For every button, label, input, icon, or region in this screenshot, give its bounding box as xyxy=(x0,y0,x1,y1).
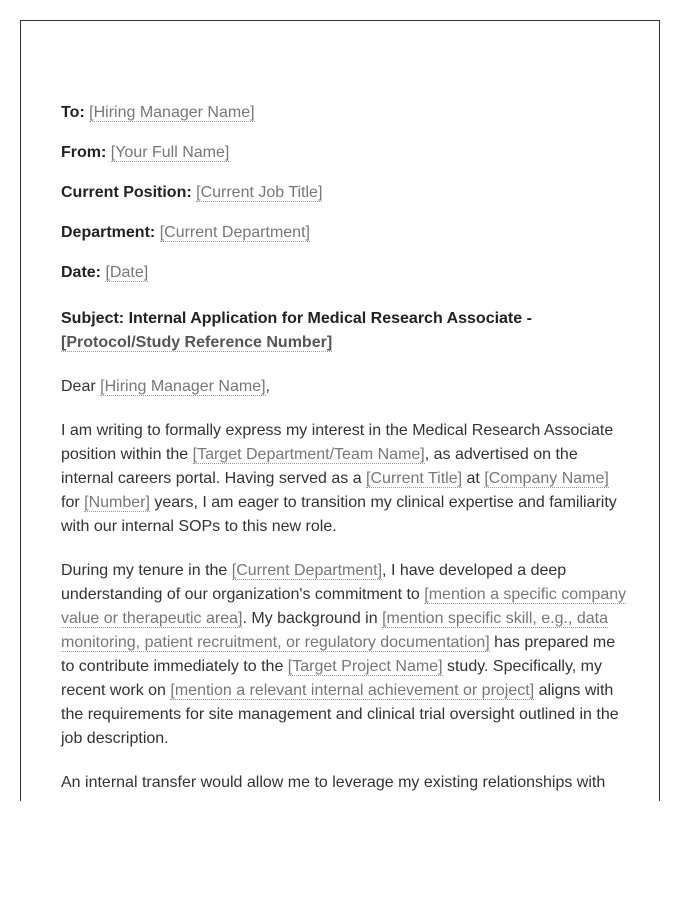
letter-page xyxy=(20,20,660,801)
para2-placeholder-5: [mention a relevant internal achievement or project] xyxy=(170,682,535,699)
position-placeholder: [Current Job Title] xyxy=(196,184,323,201)
to-field xyxy=(61,101,631,125)
date-field xyxy=(61,261,631,285)
to-placeholder: [Hiring Manager Name] xyxy=(89,104,255,121)
para1-placeholder-1: [Target Department/Team Name] xyxy=(192,446,425,463)
salutation-comma: , xyxy=(265,378,270,395)
para2-placeholder-3: [mention specific skill, e.g., data monitoring, patient recruitment, or regulatory documentation] xyxy=(61,610,608,651)
para2-placeholder-4: [Target Project Name] xyxy=(287,658,443,675)
para1-placeholder-4: [Number] xyxy=(84,494,150,511)
date-label: Date: xyxy=(61,264,102,281)
from-placeholder: [Your Full Name] xyxy=(110,144,230,161)
paragraph-2 xyxy=(61,559,631,751)
para1-placeholder-2: [Current Title] xyxy=(366,470,463,487)
date-placeholder: [Date] xyxy=(105,264,149,281)
paragraph-3 xyxy=(61,771,631,795)
to-label: To: xyxy=(61,104,85,121)
para2-placeholder-1: [Current Department] xyxy=(231,562,383,579)
para2-text-3: . My background in xyxy=(242,610,378,627)
para3-text-1: An internal transfer would allow me to leverage my existing relationships with xyxy=(61,774,606,791)
para1-text-3: at xyxy=(466,470,480,487)
para2-placeholder-2: [mention a specific company value or therapeutic area] xyxy=(61,586,627,627)
para2-text-4: has prepared me to contribute immediately to the xyxy=(61,634,616,675)
para1-text-4: for xyxy=(61,494,80,511)
para2-text-5: study. Specifically, my recent work on xyxy=(61,658,602,699)
para1-text-5: years, I am eager to transition my clinical expertise and familiarity with our internal SOPs to this new role. xyxy=(61,494,617,535)
position-label: Current Position: xyxy=(61,184,192,201)
letter-content xyxy=(61,101,631,801)
subject-ref-placeholder: [Protocol/Study Reference Number] xyxy=(61,334,333,351)
subject-text: Subject: Internal Application for Medical Research Associate - xyxy=(61,310,532,327)
para1-placeholder-3: [Company Name] xyxy=(484,470,609,487)
para1-text-2: , as advertised on the internal careers portal. Having served as a xyxy=(61,446,578,487)
position-field xyxy=(61,181,631,205)
from-field xyxy=(61,141,631,165)
para2-text-2: , I have developed a deep understanding of our organization's commitment to xyxy=(61,562,567,603)
department-label: Department: xyxy=(61,224,156,241)
department-placeholder: [Current Department] xyxy=(159,224,310,241)
salutation xyxy=(61,375,631,399)
from-label: From: xyxy=(61,144,107,161)
para2-text-1: During my tenure in the xyxy=(61,562,228,579)
salutation-dear: Dear xyxy=(61,378,96,395)
paragraph-1 xyxy=(61,419,631,539)
para2-text-6: aligns with the requirements for site management and clinical trial oversight outlined in the job description. xyxy=(61,682,619,747)
department-field xyxy=(61,221,631,245)
salutation-name-placeholder: [Hiring Manager Name] xyxy=(100,378,266,395)
subject-line xyxy=(61,307,631,355)
para1-text-1: I am writing to formally express my interest in the Medical Research Associate position within the xyxy=(61,422,614,463)
